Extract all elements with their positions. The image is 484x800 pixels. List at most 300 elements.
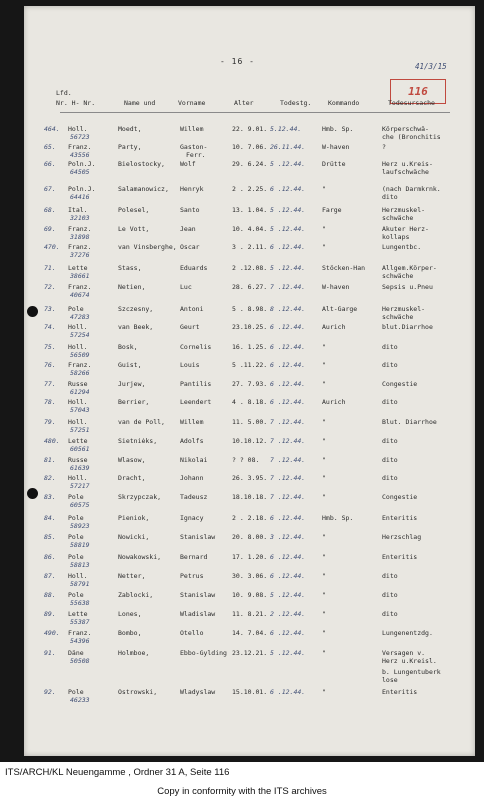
entry-cause-of-death: Allgem.Körper- <box>382 264 437 272</box>
entry-row <box>0 688 484 708</box>
entry-death-date: 5 .12.44. <box>270 160 306 168</box>
entry-death-date: 6 .12.44. <box>270 514 306 522</box>
entry-cause-of-death: Körperschwä- <box>382 125 429 133</box>
entry-number: 77. <box>44 380 56 388</box>
entry-nationality: Holl. <box>68 474 88 482</box>
entry-kommando: Farge <box>322 206 342 214</box>
entry-prisoner-number: 57217 <box>70 482 90 490</box>
entry-row <box>0 572 484 592</box>
header-kommando: Kommando <box>328 99 360 107</box>
entry-row <box>0 361 484 381</box>
entry-nationality: Russe <box>68 380 88 388</box>
entry-death-date: 6 .12.44. <box>270 553 306 561</box>
entry-nationality: Franz. <box>68 243 92 251</box>
entry-kommando: " <box>322 493 326 501</box>
entry-nationality: Russe <box>68 456 88 464</box>
entry-nationality: Däne <box>68 649 84 657</box>
entry-prisoner-number: 58819 <box>70 541 90 549</box>
entry-prisoner-number: 32103 <box>70 214 90 222</box>
entry-kommando: " <box>322 553 326 561</box>
entry-cause-of-death-cont: che (Bronchitis <box>382 133 441 141</box>
entry-prisoner-number: 56723 <box>70 133 90 141</box>
entry-surname: van de Poll, <box>118 418 165 426</box>
entry-prisoner-number: 60575 <box>70 501 90 509</box>
header-rule <box>60 112 450 113</box>
entry-row <box>0 629 484 649</box>
entry-number: 85. <box>44 533 56 541</box>
entry-cause-of-death: Lungenentzdg. <box>382 629 433 637</box>
footer-source: ITS/ARCH/KL Neuengamme , Ordner 31 A, Seite 116 <box>5 767 230 778</box>
header-todestag: Todestg. <box>280 99 312 107</box>
entry-first-name: Stanislaw <box>180 533 216 541</box>
entry-kommando: Drütte <box>322 160 346 168</box>
entry-birth-date: 14. 7.04. <box>232 629 268 637</box>
entry-nationality: Lette <box>68 610 88 618</box>
page-number: - 16 - <box>220 57 255 66</box>
entry-kommando: " <box>322 688 326 696</box>
entry-birth-date: 4 . 8.18. <box>232 398 268 406</box>
entry-death-date: 5 .12.44. <box>270 225 306 233</box>
entry-cause-of-death: Herzmuskel- <box>382 305 426 313</box>
entry-cause-of-death: dito <box>382 437 398 445</box>
entry-kommando: " <box>322 243 326 251</box>
entry-cause-of-death: dito <box>382 572 398 580</box>
entry-kommando: Hmb. Sp. <box>322 514 354 522</box>
entry-nationality: Pole <box>68 553 84 561</box>
entry-first-name: Henryk <box>180 185 204 193</box>
entry-prisoner-number: 61294 <box>70 388 90 396</box>
entry-first-name: Willem <box>180 418 204 426</box>
entry-kommando: " <box>322 649 326 657</box>
entry-death-date: 7 .12.44. <box>270 474 306 482</box>
entry-prisoner-number: 58266 <box>70 369 90 377</box>
entry-death-date: 5 .12.44. <box>270 206 306 214</box>
entry-number: 67. <box>44 185 56 193</box>
entry-surname: Netter, <box>118 572 146 580</box>
entry-birth-date: 17. 1.20. <box>232 553 268 561</box>
header-hnr: Nr. H- Nr. <box>56 99 96 107</box>
entry-number: 86. <box>44 553 56 561</box>
entry-cause-of-death: b. Lungentuberk <box>382 668 441 676</box>
entry-death-date: 5 .12.44. <box>270 264 306 272</box>
entry-nationality: Franz. <box>68 143 92 151</box>
entry-first-name: Luc <box>180 283 192 291</box>
entry-death-date: 7 .12.44. <box>270 437 306 445</box>
entry-birth-date: 2 . 2.18. <box>232 514 268 522</box>
entry-cause-of-death: (nach Darmkrnk. <box>382 185 441 193</box>
entry-cause-of-death-cont: Herz u.Kreisl. <box>382 657 437 665</box>
entry-death-date: 8 .12.44. <box>270 305 306 313</box>
entry-cause-of-death: Akuter Herz- <box>382 225 429 233</box>
entry-birth-date: 10.10.12. <box>232 437 268 445</box>
entry-cause-of-death: blut.Diarrhoe <box>382 323 433 331</box>
entry-row <box>0 225 484 245</box>
entry-row <box>0 591 484 611</box>
entry-first-name: Ignacy <box>180 514 204 522</box>
entry-death-date: 6 .12.44. <box>270 398 306 406</box>
entry-surname: Dracht, <box>118 474 146 482</box>
entry-kommando: Hmb. Sp. <box>322 125 354 133</box>
entry-cause-of-death-cont: dito <box>382 193 398 201</box>
entry-number: 82. <box>44 474 56 482</box>
entry-first-name: Santo <box>180 206 200 214</box>
entry-row <box>0 206 484 226</box>
entry-prisoner-number: 55638 <box>70 599 90 607</box>
entry-first-name: Leendert <box>180 398 212 406</box>
entry-row <box>0 125 484 145</box>
entry-kommando: " <box>322 225 326 233</box>
entry-birth-date: 3 . 2.11. <box>232 243 268 251</box>
entry-surname: Polesel, <box>118 206 150 214</box>
entry-kommando: Stöcken-Han <box>322 264 366 272</box>
entry-surname: Berrier, <box>118 398 150 406</box>
entry-nationality: Pole <box>68 591 84 599</box>
entry-cause-of-death: Enteritis <box>382 514 418 522</box>
footer-notice: Copy in conformity with the ITS archives <box>157 786 327 797</box>
entry-prisoner-number: 57254 <box>70 331 90 339</box>
entry-cause-of-death-cont: schwäche <box>382 214 414 222</box>
entry-first-name: Jean <box>180 225 196 233</box>
entry-cause-of-death: dito <box>382 474 398 482</box>
entry-prisoner-number: 58923 <box>70 522 90 530</box>
entry-death-date: 5 .12.44. <box>270 591 306 599</box>
entry-surname: Jurjew, <box>118 380 146 388</box>
entry-nationality: Pole <box>68 493 84 501</box>
entry-surname: Salamanowicz, <box>118 185 169 193</box>
entry-first-name: Stanislaw <box>180 591 216 599</box>
entry-row <box>0 437 484 457</box>
entry-cause-of-death: Herzmuskel- <box>382 206 426 214</box>
entry-prisoner-number: 55387 <box>70 618 90 626</box>
entry-number: 68. <box>44 206 56 214</box>
entry-row <box>0 380 484 400</box>
entry-cause-of-death-cont: lose <box>382 676 398 684</box>
entry-number: 71. <box>44 264 56 272</box>
entry-first-name: Louis <box>180 361 200 369</box>
entry-cause-of-death: ? <box>382 143 386 151</box>
entry-row <box>0 160 484 180</box>
entry-number: 83. <box>44 493 56 501</box>
entry-surname: van Vinsberghe, <box>118 243 177 251</box>
entry-nationality: Holl. <box>68 418 88 426</box>
entry-first-name: Otello <box>180 629 204 637</box>
entry-row <box>0 610 484 630</box>
entry-kommando: Alt-Garge <box>322 305 358 313</box>
entry-nationality: Pole <box>68 688 84 696</box>
entry-surname: van Beek, <box>118 323 154 331</box>
entry-nationality: Pole <box>68 305 84 313</box>
entry-surname: Stass, <box>118 264 142 272</box>
entry-cause-of-death: Blut. Diarrhoe <box>382 418 437 426</box>
entry-birth-date: 27. 7.93. <box>232 380 268 388</box>
entry-prisoner-number: 61639 <box>70 464 90 472</box>
entry-cause-of-death: Herzschlag <box>382 533 422 541</box>
entry-surname: Sietniėks, <box>118 437 158 445</box>
entry-surname: Ostrowski, <box>118 688 158 696</box>
entry-surname: Moedt, <box>118 125 142 133</box>
entry-cause-of-death: Congestie <box>382 380 418 388</box>
entry-nationality: Franz. <box>68 629 92 637</box>
entry-row <box>0 305 484 325</box>
entry-nationality: Holl. <box>68 398 88 406</box>
entry-row <box>0 553 484 573</box>
entry-kommando: " <box>322 474 326 482</box>
entry-row <box>0 474 484 494</box>
entry-kommando: Aurich <box>322 323 346 331</box>
entry-prisoner-number: 64505 <box>70 168 90 176</box>
entry-birth-date: 18.10.18. <box>232 493 268 501</box>
entry-kommando: " <box>322 418 326 426</box>
entry-prisoner-number: 50508 <box>70 657 90 665</box>
entry-prisoner-number: 57043 <box>70 406 90 414</box>
entry-birth-date: 11. 5.00. <box>232 418 268 426</box>
entry-kommando: " <box>322 610 326 618</box>
entry-first-name: Bernard <box>180 553 208 561</box>
entry-nationality: Holl. <box>68 343 88 351</box>
entry-first-name: Geurt <box>180 323 200 331</box>
entry-first-name: Petrus <box>180 572 204 580</box>
entry-birth-date: 23.12.21. <box>232 649 268 657</box>
entry-number: 75. <box>44 343 56 351</box>
entry-surname: Nowakowski, <box>118 553 162 561</box>
entry-surname: Pieniok, <box>118 514 150 522</box>
entry-surname: Nowicki, <box>118 533 150 541</box>
header-vorname: Vorname <box>178 99 206 107</box>
entry-prisoner-number: 58791 <box>70 580 90 588</box>
entry-nationality: Holl. <box>68 125 88 133</box>
entry-prisoner-number: 37276 <box>70 251 90 259</box>
entry-kommando: " <box>322 591 326 599</box>
entry-nationality: Lette <box>68 264 88 272</box>
entry-nationality: Ital. <box>68 206 88 214</box>
entry-death-date: 26.11.44. <box>270 143 306 151</box>
entry-birth-date: 10. 4.04. <box>232 225 268 233</box>
entry-surname: Guist, <box>118 361 142 369</box>
entry-prisoner-number: 54396 <box>70 637 90 645</box>
entry-cause-of-death: Congestie <box>382 493 418 501</box>
entry-cause-of-death: Lungentbc. <box>382 243 422 251</box>
entry-number: 81. <box>44 456 56 464</box>
entry-cause-of-death: Enteritis <box>382 688 418 696</box>
entry-surname: Wlasow, <box>118 456 146 464</box>
entry-surname: Netien, <box>118 283 146 291</box>
entry-prisoner-number: 31898 <box>70 233 90 241</box>
entry-number: 66. <box>44 160 56 168</box>
entry-first-name: Pantilis <box>180 380 212 388</box>
entry-row <box>0 264 484 284</box>
entry-birth-date: 16. 1.25. <box>232 343 268 351</box>
entry-birth-date: 26. 3.95. <box>232 474 268 482</box>
entry-cause-of-death-cont: kollaps <box>382 233 410 241</box>
entry-row <box>0 243 484 263</box>
entry-first-name: Cornelis <box>180 343 212 351</box>
entry-number: 84. <box>44 514 56 522</box>
entry-first-name: Wladyslaw <box>180 688 216 696</box>
entry-first-name: Eduards <box>180 264 208 272</box>
entry-prisoner-number: 46233 <box>70 696 90 704</box>
entry-death-date: 3 .12.44. <box>270 533 306 541</box>
entry-cause-of-death-cont: schwäche <box>382 272 414 280</box>
entry-first-name: Ebbo-Gylding <box>180 649 227 657</box>
entry-cause-of-death: dito <box>382 456 398 464</box>
entry-death-date: 6 .12.44. <box>270 243 306 251</box>
entry-prisoner-number: 64416 <box>70 193 90 201</box>
header-todesursache: Todesursache <box>388 99 435 107</box>
entry-nationality: Franz. <box>68 225 92 233</box>
entry-death-date: 6 .12.44. <box>270 343 306 351</box>
entry-number: 65. <box>44 143 56 151</box>
entry-nationality: Pole <box>68 514 84 522</box>
entry-death-date: 7 .12.44. <box>270 493 306 501</box>
entry-row <box>0 533 484 553</box>
header-lfd: Lfd. <box>56 89 72 97</box>
entry-kommando: " <box>322 185 326 193</box>
entry-first-name-cont: Ferr. <box>186 151 206 159</box>
entry-death-date: 6 .12.44. <box>270 185 306 193</box>
entry-number: 78. <box>44 398 56 406</box>
entry-surname: Szczesny, <box>118 305 154 313</box>
entry-death-date: 6 .12.44. <box>270 361 306 369</box>
entry-death-date: 5 .12.44. <box>270 649 306 657</box>
entry-first-name: Johann <box>180 474 204 482</box>
archive-stamp-number: 116 <box>390 79 446 104</box>
entry-surname: Lones, <box>118 610 142 618</box>
entry-death-date: 6 .12.44. <box>270 572 306 580</box>
entry-death-date: 7 .12.44. <box>270 418 306 426</box>
entry-nationality: Poln.J. <box>68 185 96 193</box>
entry-cause-of-death: Sepsis u.Pneu <box>382 283 433 291</box>
entry-number: 69. <box>44 225 56 233</box>
entry-number: 470. <box>44 243 60 251</box>
entry-death-date: 6 .12.44. <box>270 688 306 696</box>
entry-surname: Zablocki, <box>118 591 154 599</box>
entry-death-date: 7 .12.44. <box>270 283 306 291</box>
entry-cause-of-death: Herz u.Kreis- <box>382 160 433 168</box>
entry-number: 74. <box>44 323 56 331</box>
entry-nationality: Lette <box>68 437 88 445</box>
entry-prisoner-number: 47283 <box>70 313 90 321</box>
entry-first-name: Adolfs <box>180 437 204 445</box>
entry-birth-date: 5 .11.22. <box>232 361 268 369</box>
entry-kommando: Aurich <box>322 398 346 406</box>
header-alter: Alter <box>234 99 254 107</box>
entry-surname: Party, <box>118 143 142 151</box>
entry-cause-of-death: Enteritis <box>382 553 418 561</box>
entry-death-date: 2 .12.44. <box>270 610 306 618</box>
entry-number: 92. <box>44 688 56 696</box>
entry-cause-of-death: dito <box>382 361 398 369</box>
entry-cause-of-death: dito <box>382 398 398 406</box>
entry-prisoner-number: 40674 <box>70 291 90 299</box>
entry-kommando: " <box>322 533 326 541</box>
entry-surname: Bielostocky, <box>118 160 165 168</box>
entry-surname: Skrzypczak, <box>118 493 162 501</box>
entry-number: 464. <box>44 125 60 133</box>
entry-first-name: Antoni <box>180 305 204 313</box>
entry-cause-of-death: dito <box>382 591 398 599</box>
entry-row <box>0 323 484 343</box>
entry-cause-of-death: dito <box>382 343 398 351</box>
entry-nationality: Franz. <box>68 361 92 369</box>
entry-cause-of-death: dito <box>382 610 398 618</box>
entry-nationality: Holl. <box>68 572 88 580</box>
entry-kommando: W-haven <box>322 283 350 291</box>
entry-prisoner-number: 43556 <box>70 151 90 159</box>
entry-birth-date: 28. 6.27. <box>232 283 268 291</box>
entry-row <box>0 343 484 363</box>
entry-number: 73. <box>44 305 56 313</box>
entry-number: 76. <box>44 361 56 369</box>
entry-birth-date: 30. 3.06. <box>232 572 268 580</box>
entry-nationality: Holl. <box>68 323 88 331</box>
entry-surname: Le Vott, <box>118 225 150 233</box>
entry-birth-date: 5 . 8.98. <box>232 305 268 313</box>
entry-death-date: 7 .12.44. <box>270 456 306 464</box>
entry-prisoner-number: 56509 <box>70 351 90 359</box>
entry-kommando: " <box>322 437 326 445</box>
entry-row <box>0 283 484 303</box>
entry-kommando: " <box>322 456 326 464</box>
entry-row <box>0 398 484 418</box>
entry-prisoner-number: 58813 <box>70 561 90 569</box>
entry-number: 88. <box>44 591 56 599</box>
entry-first-name: Wolf <box>180 160 196 168</box>
entry-birth-date: 10. 7.06. <box>232 143 268 151</box>
entry-number: 89. <box>44 610 56 618</box>
entry-prisoner-number: 57251 <box>70 426 90 434</box>
entry-row <box>0 185 484 205</box>
entry-first-name: Gaston- <box>180 143 208 151</box>
entry-row <box>0 456 484 476</box>
entry-death-date: 5.12.44. <box>270 125 302 133</box>
entry-birth-date: 13. 1.04. <box>232 206 268 214</box>
entry-number: 87. <box>44 572 56 580</box>
entry-birth-date: 15.10.01. <box>232 688 268 696</box>
entry-kommando: " <box>322 361 326 369</box>
entry-kommando: " <box>322 343 326 351</box>
entry-birth-date: ? ? 08. <box>232 456 260 464</box>
entry-kommando: W-haven <box>322 143 350 151</box>
entry-surname: Bosk, <box>118 343 138 351</box>
entry-row <box>0 649 484 669</box>
entry-row <box>0 514 484 534</box>
entry-number: 480. <box>44 437 60 445</box>
entry-row <box>0 668 484 688</box>
header-name: Name und <box>124 99 156 107</box>
entry-first-name: Oscar <box>180 243 200 251</box>
entry-birth-date: 2 . 2.25. <box>232 185 268 193</box>
entry-first-name: Willem <box>180 125 204 133</box>
entry-nationality: Pole <box>68 533 84 541</box>
entry-number: 490. <box>44 629 60 637</box>
entry-birth-date: 20. 8.00. <box>232 533 268 541</box>
entry-nationality: Franz. <box>68 283 92 291</box>
entry-cause-of-death-cont: laufschwäche <box>382 168 429 176</box>
handwritten-reference: 41/3/15 <box>415 62 447 71</box>
entry-birth-date: 23.10.25. <box>232 323 268 331</box>
entry-nationality: Poln.J. <box>68 160 96 168</box>
entry-first-name: Nikolai <box>180 456 208 464</box>
entry-cause-of-death-cont: schwäche <box>382 313 414 321</box>
entry-number: 79. <box>44 418 56 426</box>
entry-prisoner-number: 38661 <box>70 272 90 280</box>
entry-birth-date: 29. 6.24. <box>232 160 268 168</box>
entry-number: 91. <box>44 649 56 657</box>
entry-death-date: 6 .12.44. <box>270 323 306 331</box>
entry-death-date: 6 .12.44. <box>270 380 306 388</box>
entry-first-name: Tadeusz <box>180 493 208 501</box>
entry-first-name: Wladislaw <box>180 610 216 618</box>
